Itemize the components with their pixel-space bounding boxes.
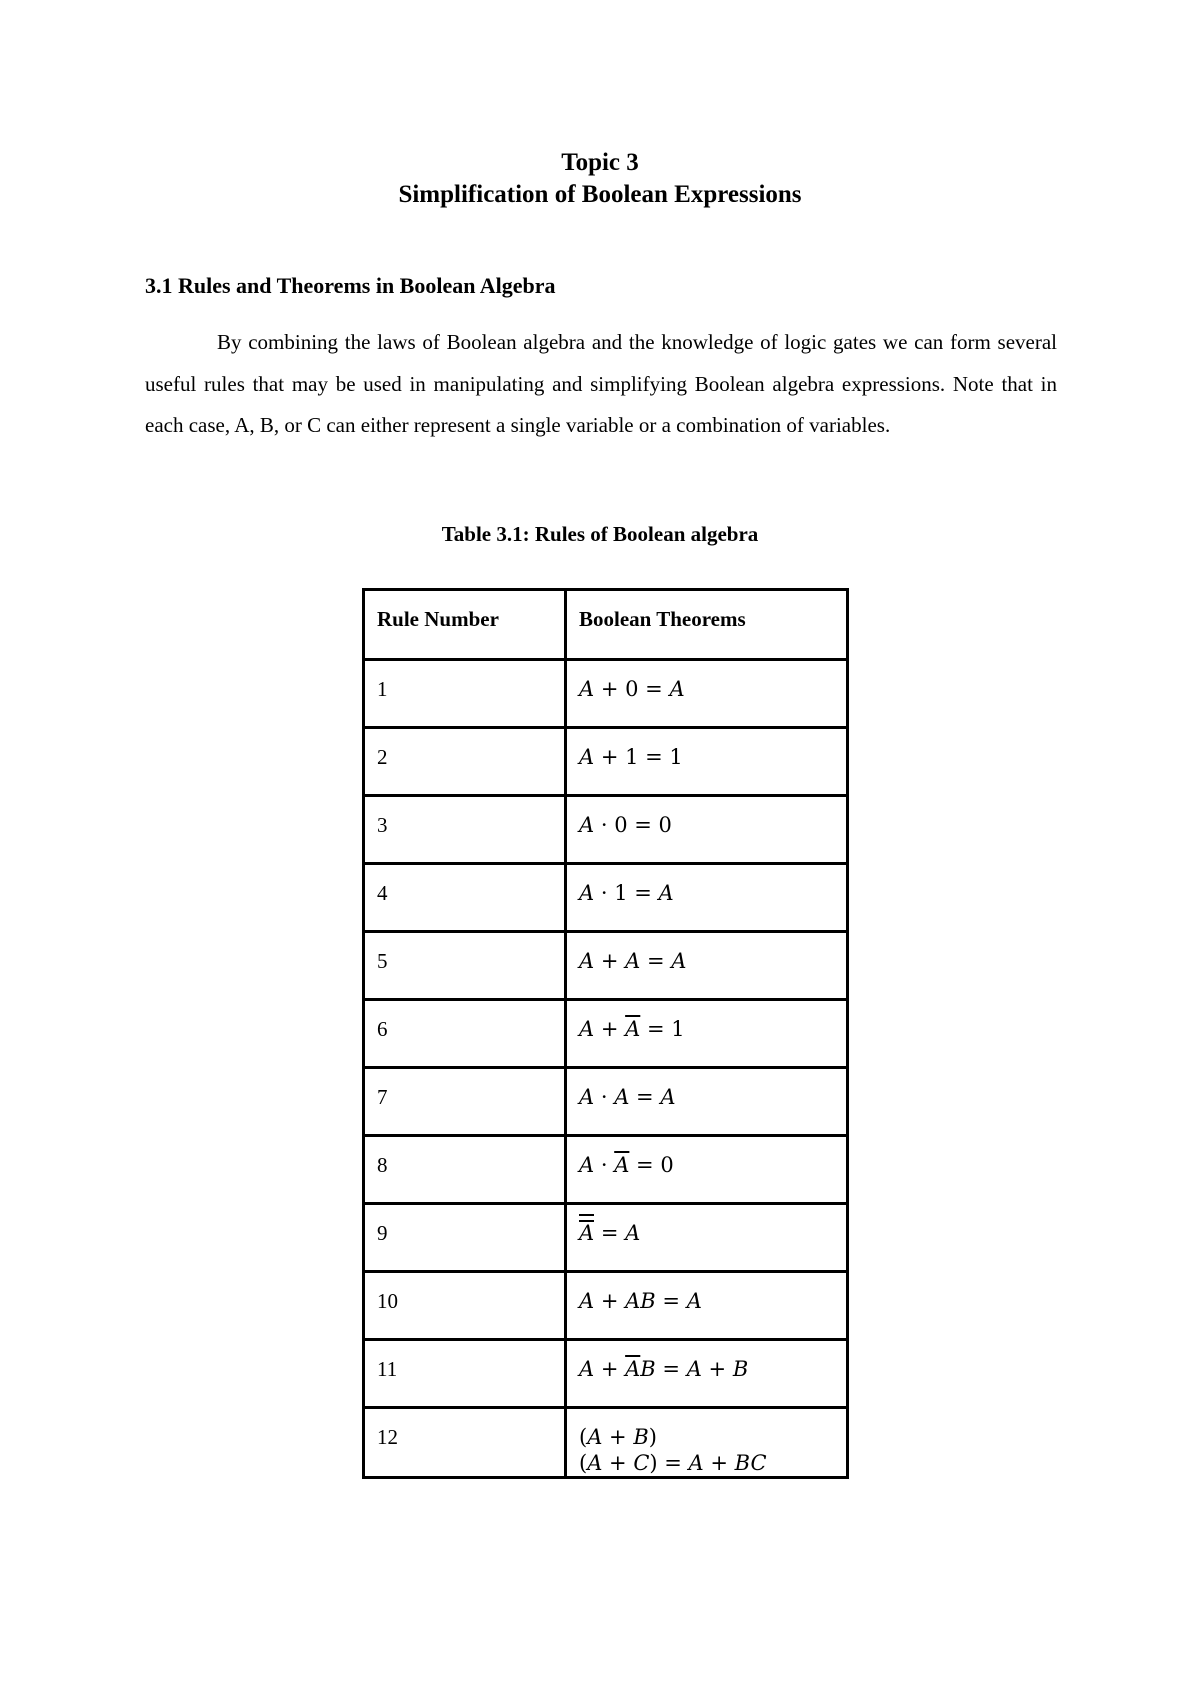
table-row [364, 660, 848, 728]
table-row [364, 932, 848, 1000]
table-row [364, 864, 848, 932]
topic-label: Topic 3 [561, 149, 639, 176]
rules-table [362, 588, 849, 1479]
intro-paragraph: By combining the laws of Boolean algebra and the knowledge of logic gates we can form several useful rules that may be used in manipulating and simplifying Boolean algebra expressions. Note that in each case, A, B, or C can either represent a single variable or a combination of variables. [145, 330, 1057, 437]
theorem-cell: A + A = A [566, 932, 848, 1000]
theorem-cell: A = A [566, 1204, 848, 1272]
rule-number-cell: 7 [364, 1068, 566, 1136]
table-row [364, 1000, 848, 1068]
theorem-cell: $A + \overline{A} = 1$ [566, 1000, 848, 1068]
theorem-cell: A · A = A [566, 1068, 848, 1136]
table-row [364, 1136, 848, 1204]
table-row [364, 728, 848, 796]
table-row [364, 796, 848, 864]
theorem-cell: (A + B)(A + C) = A + BC [566, 1408, 848, 1478]
theorem-cell: $A + \overline{A}B = A + B$ [566, 1340, 848, 1408]
rule-number-cell: 2 [364, 728, 566, 796]
rule-number-cell: 5 [364, 932, 566, 1000]
table-row [364, 1408, 848, 1478]
table-caption: Table 3.1: Rules of Boolean algebra [441, 522, 759, 546]
header-rule-number: Rule Number [364, 590, 566, 660]
page-title: Simplification of Boolean Expressions [398, 181, 802, 208]
section-heading: 3.1 Rules and Theorems in Boolean Algebra [145, 273, 556, 298]
theorem-cell: A · 0 = 0 [566, 796, 848, 864]
rule-number-cell: 4 [364, 864, 566, 932]
table-row [364, 1204, 848, 1272]
table-body [364, 660, 848, 1478]
table-row [364, 1272, 848, 1340]
theorem-cell: A + AB = A [566, 1272, 848, 1340]
rule-number-cell: 12 [364, 1408, 566, 1478]
rule-number-cell: 6 [364, 1000, 566, 1068]
rule-number-cell: 3 [364, 796, 566, 864]
theorem-cell: A + 1 = 1 [566, 728, 848, 796]
rule-number-cell: 11 [364, 1340, 566, 1408]
theorem-cell: A + 0 = A [566, 660, 848, 728]
table-header-row [364, 590, 848, 660]
theorem-cell: $A \cdot \overline{A} = 0$ [566, 1136, 848, 1204]
rule-number-cell: 9 [364, 1204, 566, 1272]
rule-number-cell: 10 [364, 1272, 566, 1340]
header-boolean-theorems: Boolean Theorems [566, 590, 848, 660]
rule-number-cell: 8 [364, 1136, 566, 1204]
rule-number-cell: 1 [364, 660, 566, 728]
theorem-cell: A · 1 = A [566, 864, 848, 932]
table-row [364, 1068, 848, 1136]
table-row [364, 1340, 848, 1408]
